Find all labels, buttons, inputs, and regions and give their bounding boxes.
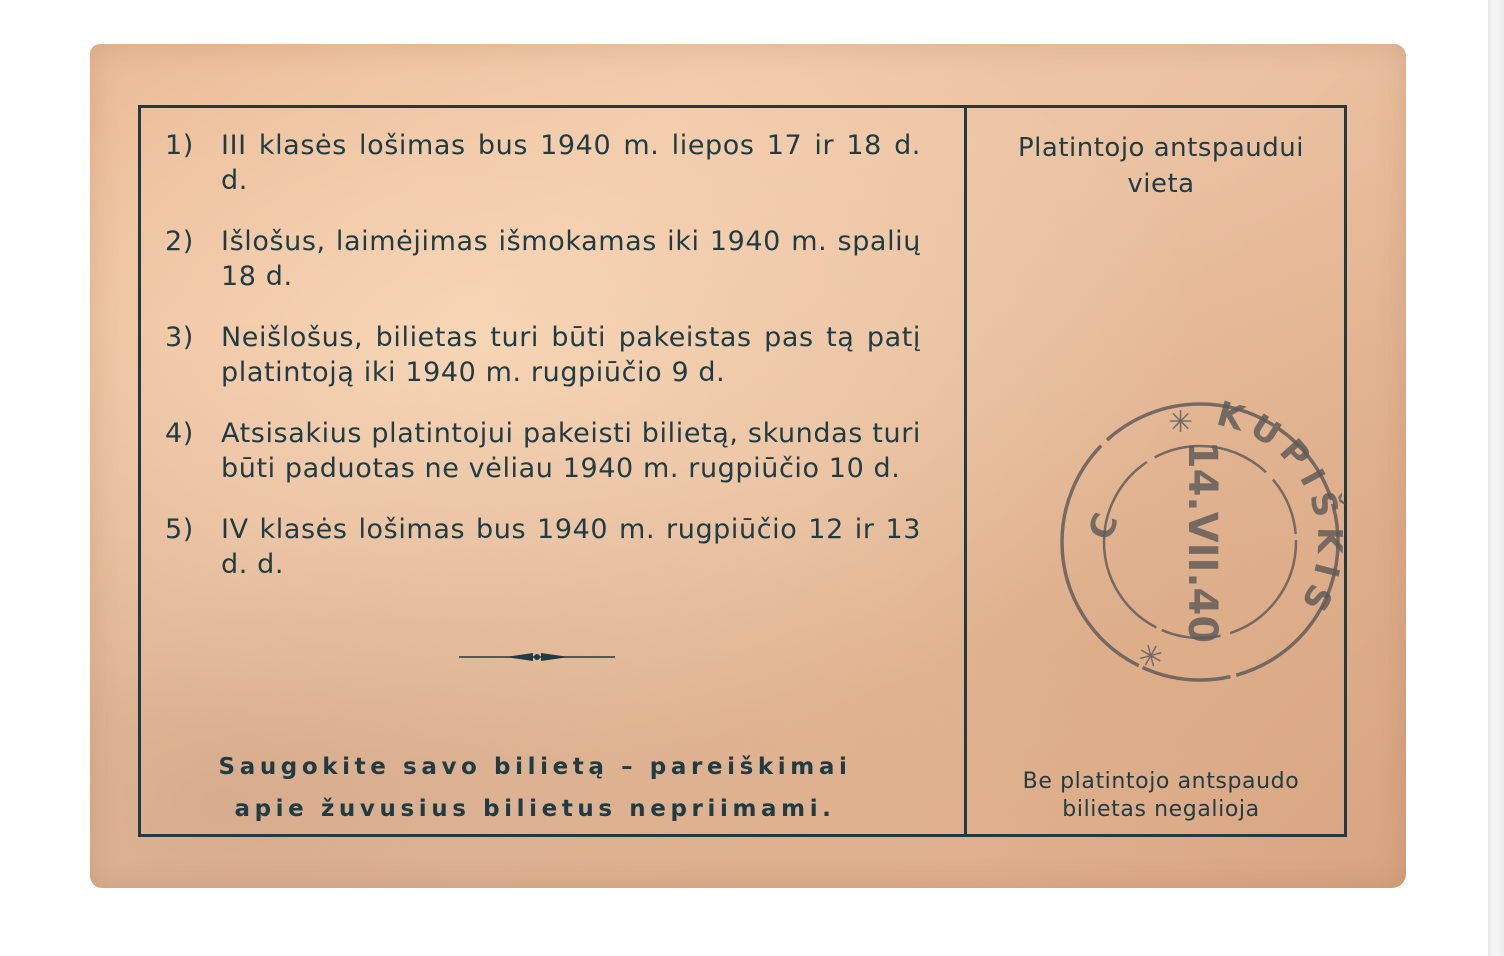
column-divider	[964, 108, 967, 834]
rule-text: IV klasės lošimas bus 1940 m. rugpiūčio 12 ir 13 d. d.	[221, 514, 921, 580]
stamp-place-label	[981, 130, 1341, 202]
rule-item	[165, 512, 921, 582]
rule-item	[165, 320, 921, 390]
stamp-notice-line-2: bilietas negalioja	[1062, 797, 1260, 822]
ornament-divider	[459, 650, 615, 664]
warning-line-1: Saugokite savo bilietą – pareiškimai	[218, 754, 852, 780]
rule-number: 2)	[165, 226, 194, 257]
rule-text: Neišlošus, bilietas turi būti pakeistas pas tą patį platintoją iki 1940 m. rugpiūčio 9 d.	[221, 322, 921, 388]
stamp-place-line-1: Platintojo antspaudui	[1017, 133, 1304, 163]
star-mark-icon: ✳	[1168, 405, 1194, 440]
stamp-required-notice	[981, 768, 1341, 824]
scanner-edge	[1488, 0, 1504, 956]
rule-item	[165, 416, 921, 486]
rule-number: 3)	[165, 322, 194, 353]
stamp-notice-line-1: Be platintojo antspaudo	[1022, 769, 1300, 794]
postmark-stamp	[1050, 392, 1350, 692]
postmark-date: 14.VII.40	[1179, 440, 1225, 644]
rules-list	[165, 128, 921, 608]
postmark-town: KUPIŠKIS	[1212, 393, 1350, 625]
postmark-code: C	[1080, 507, 1127, 546]
rule-number: 1)	[165, 130, 194, 161]
lottery-ticket-back	[90, 44, 1406, 888]
rule-item	[165, 128, 921, 198]
warning-line-2: apie žuvusius bilietus nepriimami.	[234, 796, 836, 822]
rule-text: III klasės lošimas bus 1940 m. liepos 17 ir 18 d. d.	[221, 130, 921, 196]
rule-text: Išlošus, laimėjimas išmokamas iki 1940 m. spalių 18 d.	[221, 226, 921, 292]
ticket-warning	[165, 746, 905, 830]
stamp-place-line-2: vieta	[1127, 169, 1195, 199]
rule-number: 4)	[165, 418, 194, 449]
star-mark-icon: ✳	[1131, 632, 1172, 676]
rule-text: Atsisakius platintojui pakeisti bilietą, skundas turi būti paduotas ne vėliau 1940 m. rugpiūčio 10 d.	[221, 418, 921, 484]
rule-item	[165, 224, 921, 294]
rule-number: 5)	[165, 514, 194, 545]
